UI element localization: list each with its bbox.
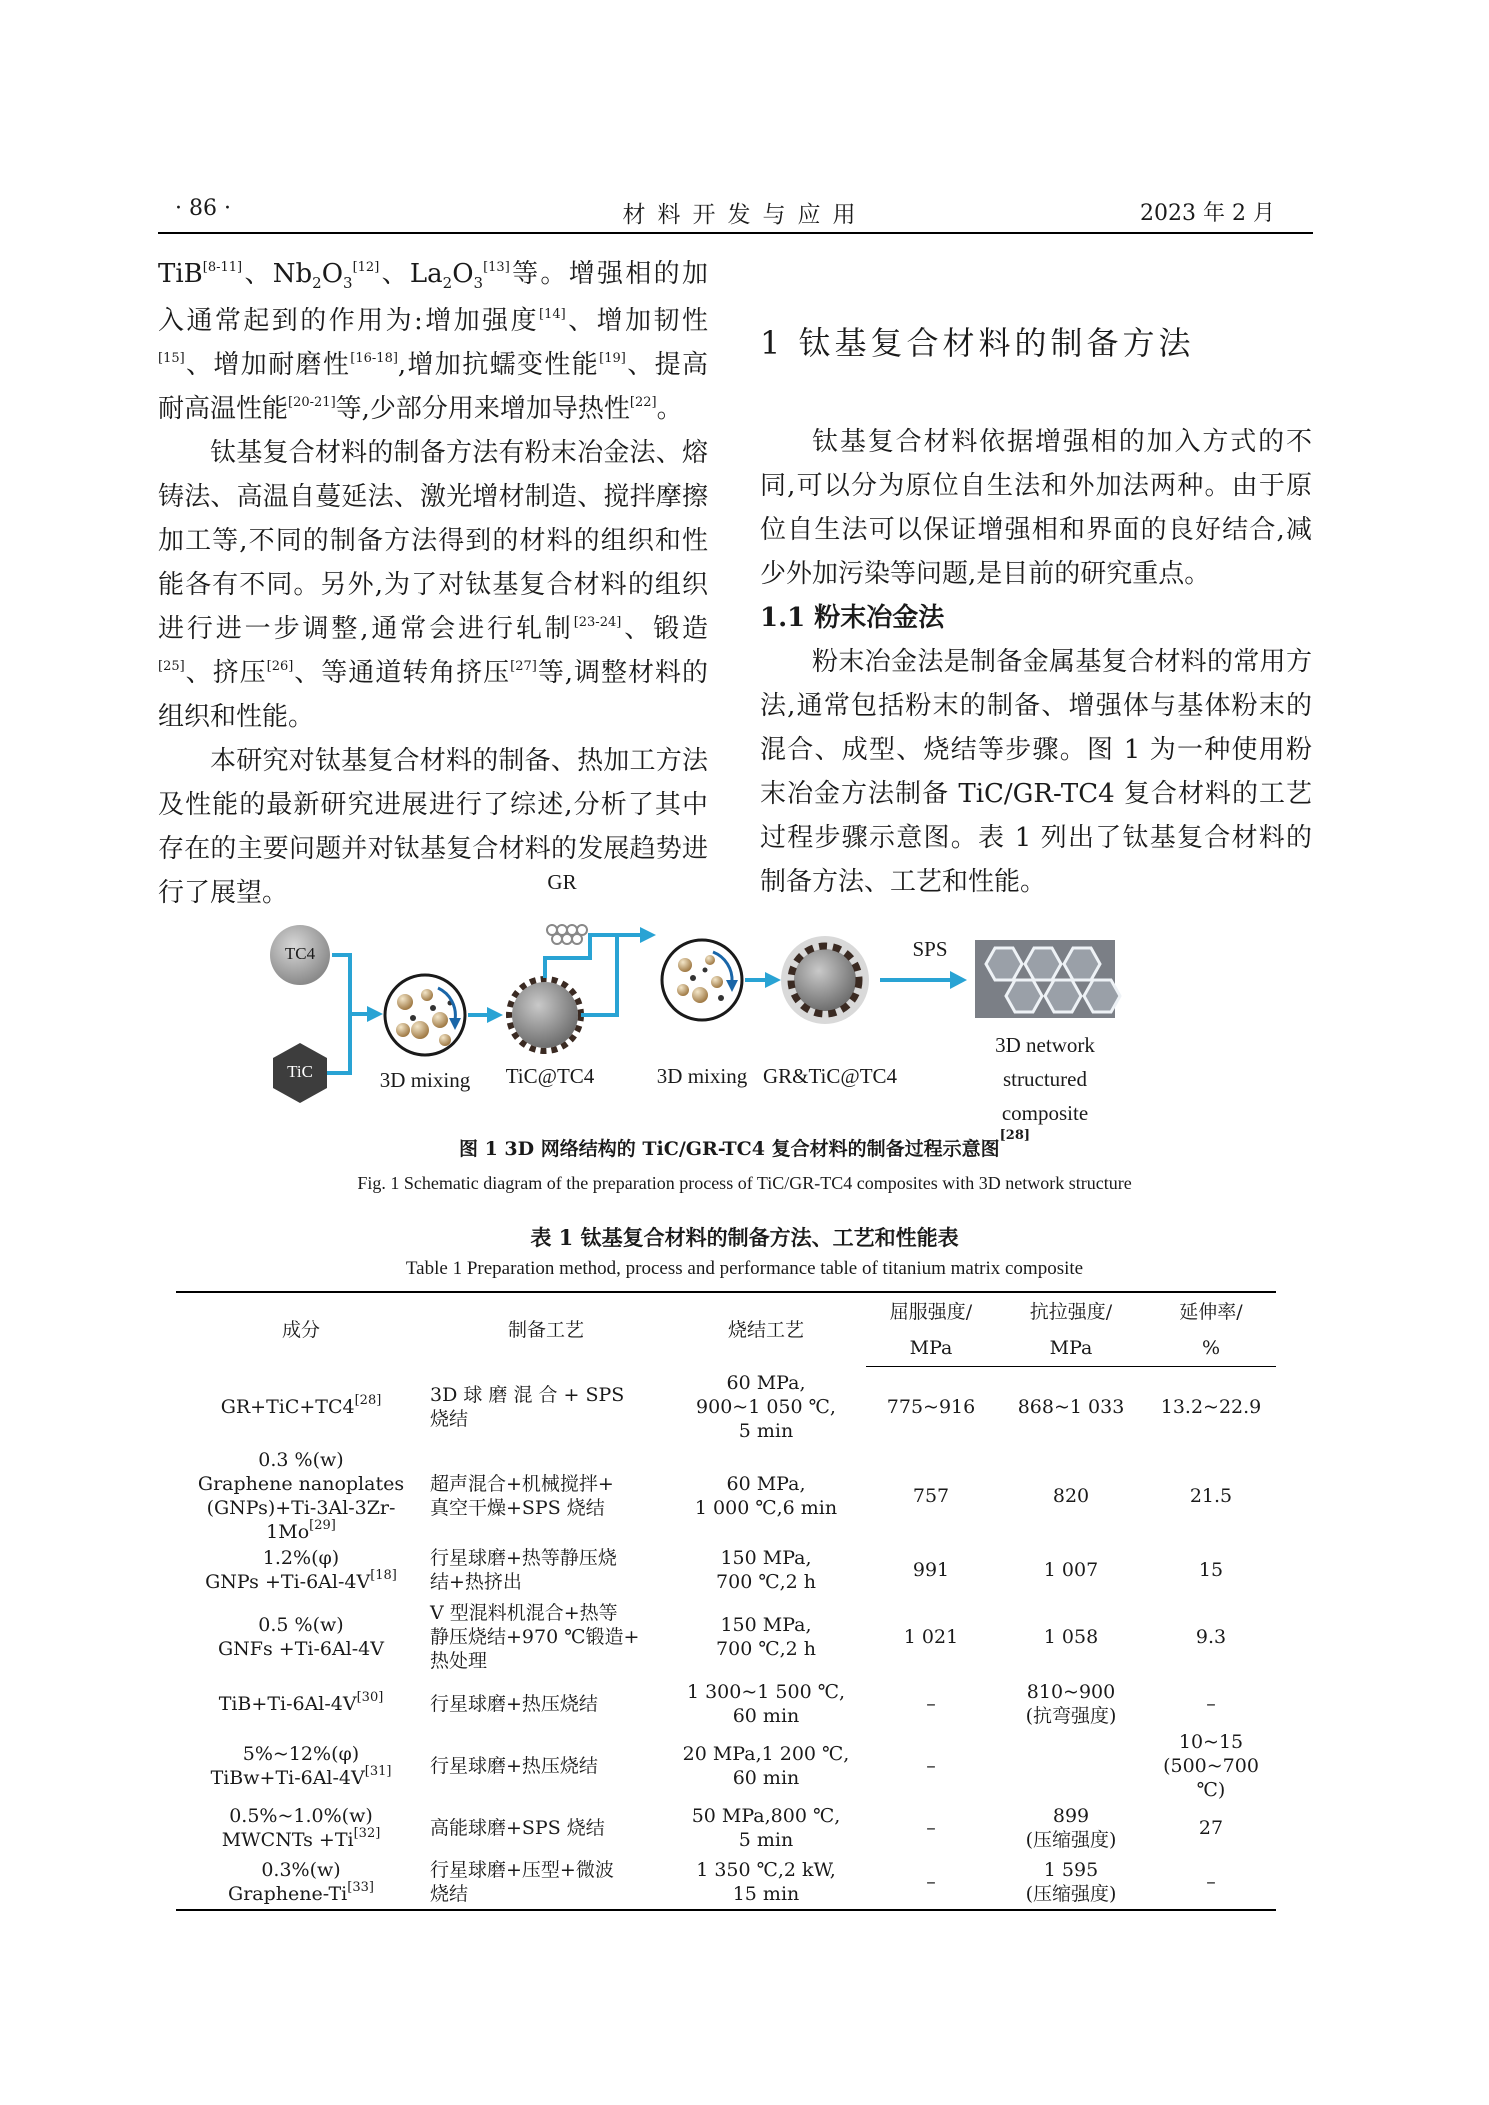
cell-tensile: 810~900 (抗弯强度) — [1025, 1681, 1117, 1727]
graphene-icon — [547, 925, 587, 944]
cell-sintering: 60 MPa, 900~1 050 ℃, 5 min — [696, 1372, 836, 1442]
cell-yield: – — [926, 1693, 936, 1715]
cell-composition: 0.5 %(w) GNFs +Ti-6Al-4V — [218, 1614, 384, 1660]
table-caption-cn: 表 1 钛基复合材料的制备方法、工艺和性能表 — [530, 1225, 959, 1250]
cell-elongation: – — [1146, 1854, 1276, 1910]
table-row — [176, 1596, 1276, 1678]
left-paragraph-3: 本研究对钛基复合材料的制备、热加工方法及性能的最新研究进展进行了综述,分析了其中存在的主要问题并对钛基复合材料的发展趋势进行了展望。 — [158, 746, 708, 908]
cell-process: 3D 球 磨 混 合 + SPS 烧结 — [430, 1384, 625, 1430]
figure-caption-cn: 图 1 3D 网络结构的 TiC/GR-TC4 复合材料的制备过程示意图[28] — [458, 1128, 1031, 1160]
cell-composition: 0.3%(w) Graphene-Ti[33] — [176, 1854, 426, 1910]
header-yield: 屈服强度/ — [866, 1292, 996, 1330]
cell-tensile: 1 595 (压缩强度) — [996, 1854, 1146, 1910]
network-composite-icon — [975, 940, 1120, 1018]
cell-yield: 991 — [912, 1559, 950, 1581]
header-rule — [158, 232, 1313, 234]
cell-process: 行星球磨+热等静压烧 结+热挤出 — [430, 1547, 617, 1593]
cell-tensile: 1 007 — [1043, 1559, 1099, 1581]
cell-elongation: 9.3 — [1195, 1626, 1227, 1648]
label-tic: TiC — [287, 1062, 313, 1081]
cell-sintering: 1 350 ℃,2 kW, 15 min — [666, 1854, 866, 1910]
cell-process: 高能球磨+SPS 烧结 — [430, 1817, 605, 1839]
right-paragraph-2: 粉末冶金法是制备金属基复合材料的常用方法,通常包括粉末的制备、增强体与基体粉末的混合、成型、烧结等步骤。图 1 为一种使用粉末冶金方法制备 TiC/GR-TC4 复合材料的工艺过程步骤示意图。表 1 列出了钛基复合材料的制备方法、工艺和性能。 — [760, 647, 1312, 897]
tic-coated-tc4-icon — [509, 979, 581, 1051]
cell-sintering: 150 MPa, 700 ℃,2 h — [716, 1614, 816, 1660]
properties-table — [176, 1291, 1276, 1911]
label-sps: SPS — [912, 937, 948, 961]
cell-process: 超声混合+机械搅拌+ 真空干燥+SPS 烧结 — [430, 1473, 614, 1519]
label-3d-mixing-2: 3D mixing — [656, 1064, 748, 1088]
cell-elongation: 27 — [1198, 1817, 1224, 1839]
table-row — [176, 1802, 1276, 1854]
table-caption-en: Table 1 Preparation method, process and performance table of titanium matrix composite — [405, 1258, 1084, 1279]
cell-composition: 5%~12%(φ) TiBw+Ti-6Al-4V[31] — [210, 1743, 392, 1789]
table-row — [176, 1448, 1276, 1544]
right-column — [760, 420, 1312, 904]
cell-composition: GR+TiC+TC4[28] — [220, 1393, 382, 1418]
mixing-vessel-1-icon — [385, 975, 465, 1055]
header-process: 制备工艺 — [426, 1292, 666, 1366]
label-gr: GR — [547, 870, 577, 894]
journal-title: 材料开发与应用 — [622, 202, 868, 228]
cell-yield: 775~916 — [886, 1396, 976, 1419]
cell-process: 行星球磨+热压烧结 — [430, 1693, 598, 1715]
cell-composition: 1.2%(φ) GNPs +Ti-6Al-4V[18] — [205, 1547, 397, 1593]
table-row — [176, 1730, 1276, 1802]
header-elongation: 延伸率/ — [1146, 1292, 1276, 1330]
cell-tensile: 868~1 033 — [1017, 1396, 1125, 1419]
page-number: · 86 · — [175, 196, 231, 221]
cell-process: V 型混料机混合+热等 静压烧结+970 ℃锻造+ 热处理 — [430, 1602, 640, 1672]
cell-composition: 0.3 %(w) Graphene nanoplates (GNPs)+Ti-3Al-3Zr- 1Mo[29] — [197, 1449, 405, 1543]
right-paragraph-1: 钛基复合材料依据增强相的加入方式的不同,可以分为原位自生法和外加法两种。由于原位自生法可以保证增强相和界面的良好结合,减少外加污染等问题,是目前的研究重点。 — [760, 427, 1312, 589]
header-yield-unit: MPa — [866, 1330, 996, 1366]
cell-composition: 0.5%~1.0%(w) MWCNTs +Ti[32] — [221, 1805, 381, 1851]
label-gr-tic-tc4: GR&TiC@TC4 — [762, 1064, 898, 1088]
table-row — [176, 1366, 1276, 1448]
cell-elongation: 10~15 (500~700 ℃) — [1163, 1731, 1259, 1801]
cell-sintering: 50 MPa,800 ℃, 5 min — [691, 1805, 841, 1851]
cell-yield: 1 021 — [903, 1626, 959, 1648]
cell-sintering: 1 300~1 500 ℃, 60 min — [686, 1681, 846, 1727]
label-3d-mixing-1: 3D mixing — [379, 1068, 471, 1092]
cell-elongation: 15 — [1198, 1559, 1224, 1581]
cell-yield: – — [926, 1817, 936, 1839]
left-column — [158, 252, 708, 915]
label-final-product: 3D network structured composite — [995, 1033, 1095, 1125]
left-paragraph-1: TiB[8-11]、$Nb_2O_3[12]$、$La_2O_3[13]$等。增强相的加入通常起到的作用为:增加强度[14]、增加韧性[15]、增加耐磨性[16-18],增加抗蠕变性能[19]、提高耐高温性能[20-21]等,少部分用来增加导热性[22]。 — [158, 259, 708, 424]
cell-yield: – — [926, 1755, 936, 1777]
label-tic-tc4: TiC@TC4 — [505, 1064, 595, 1088]
cell-composition: TiB+Ti-6Al-4V[30] — [218, 1690, 384, 1715]
cell-tensile: 899 (压缩强度) — [1025, 1805, 1117, 1851]
cell-elongation: 13.2~22.9 — [1160, 1396, 1262, 1419]
issue-date: 2023 年 2 月 — [1140, 201, 1275, 226]
table-row — [176, 1854, 1276, 1910]
cell-tensile: 820 — [1052, 1485, 1090, 1507]
subsection-heading: 1.1 粉末冶金法 — [760, 603, 945, 633]
cell-sintering: 150 MPa, 700 ℃,2 h — [716, 1547, 816, 1593]
cell-elongation: 21.5 — [1189, 1485, 1233, 1507]
header-elongation-unit: % — [1146, 1330, 1276, 1366]
header-tensile-unit: MPa — [996, 1330, 1146, 1366]
table-row — [176, 1544, 1276, 1596]
header-composition: 成分 — [176, 1292, 426, 1366]
section-heading: 1 钛基复合材料的制备方法 — [760, 324, 1195, 362]
cell-tensile: 1 058 — [1043, 1626, 1099, 1648]
cell-process: 行星球磨+压型+微波 烧结 — [426, 1854, 666, 1910]
cell-sintering: 20 MPa,1 200 ℃, 60 min — [682, 1743, 850, 1789]
cell-yield: – — [866, 1854, 996, 1910]
cell-process: 行星球磨+热压烧结 — [430, 1755, 598, 1777]
cell-sintering: 60 MPa, 1 000 ℃,6 min — [694, 1473, 838, 1519]
left-paragraph-2: 钛基复合材料的制备方法有粉末冶金法、熔铸法、高温自蔓延法、激光增材制造、搅拌摩擦加工等,不同的制备方法得到的材料的组织和性能各有不同。另外,为了对钛基复合材料的组织进行进一步调整,通常会进行轧制[23-24]、锻造[25]、挤压[26]、等通道转角挤压[27]等,调整材料的组织和性能。 — [158, 438, 708, 732]
figure-caption-en: Fig. 1 Schematic diagram of the preparation process of TiC/GR-TC4 composites with 3D network structure — [357, 1173, 1132, 1193]
mixing-vessel-2-icon — [662, 940, 742, 1020]
cell-tensile — [996, 1730, 1146, 1802]
header-tensile: 抗拉强度/ — [996, 1292, 1146, 1330]
cell-elongation: – — [1206, 1693, 1216, 1715]
table-row — [176, 1678, 1276, 1730]
label-tc4: TC4 — [284, 944, 316, 963]
cell-yield: 757 — [912, 1485, 950, 1507]
header-sintering: 烧结工艺 — [666, 1292, 866, 1366]
figure-1 — [255, 870, 1215, 1150]
gr-tic-coated-tc4-icon — [781, 936, 869, 1024]
